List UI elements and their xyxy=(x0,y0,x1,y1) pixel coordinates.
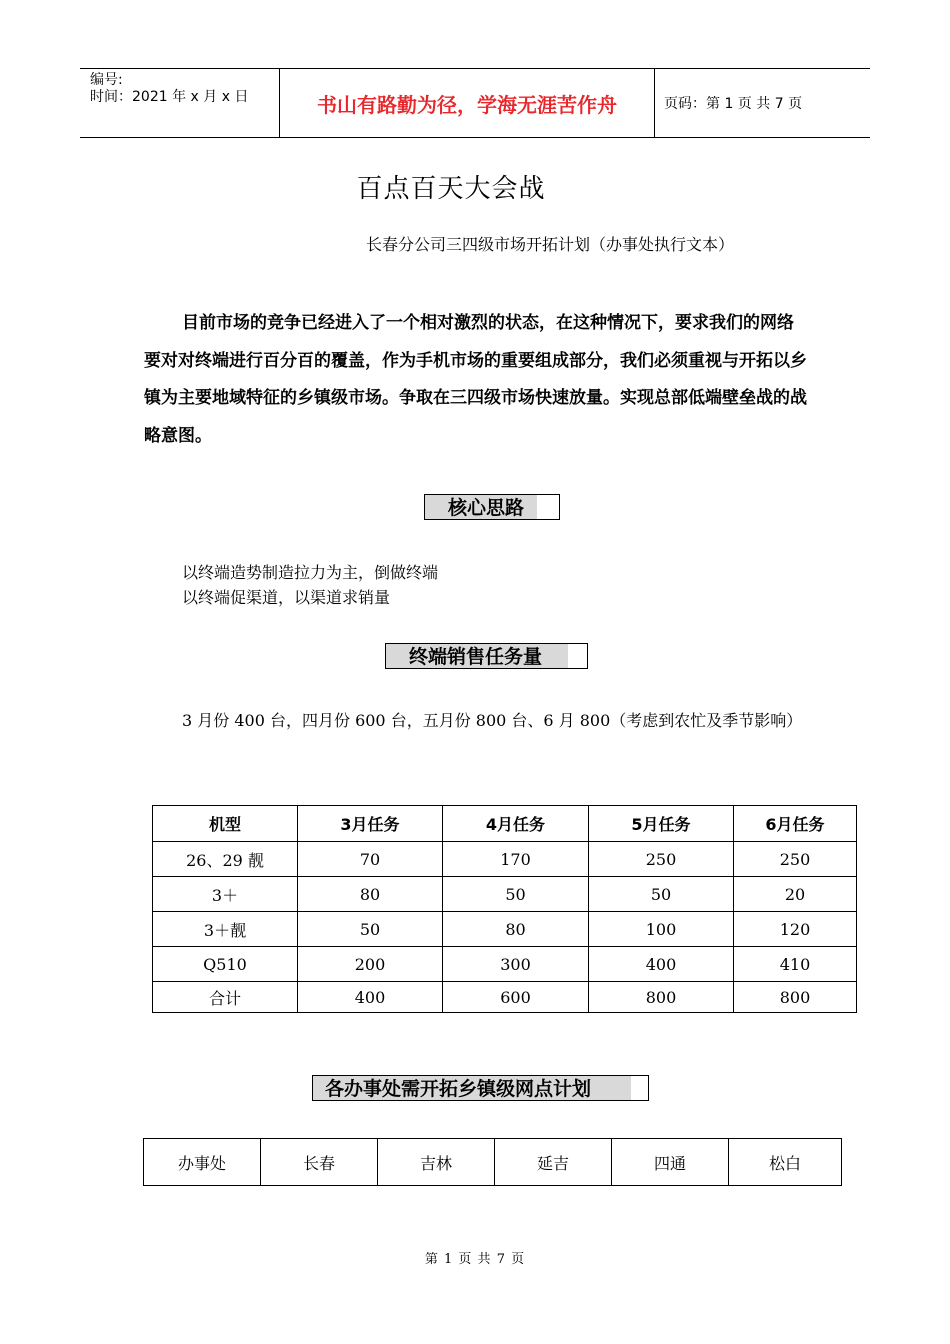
table-cell: 600 xyxy=(443,982,589,1013)
table-cell: 800 xyxy=(589,982,734,1013)
table-row xyxy=(153,947,857,982)
section-sales-task-heading xyxy=(385,643,588,669)
header-slogan: 书山有路勤为径，学海无涯苦作舟 xyxy=(280,69,655,137)
section-core-heading xyxy=(424,494,560,520)
header-page-label: 页码：第 1 页 共 7 页 xyxy=(664,96,803,112)
section-core-label: 核心思路 xyxy=(448,497,525,519)
table-cell: 50 xyxy=(589,877,734,912)
table-row xyxy=(153,912,857,947)
table-cell: 400 xyxy=(298,982,443,1013)
table-header-cell: 3月任务 xyxy=(298,806,443,842)
section-office-plan-heading xyxy=(312,1075,649,1101)
table-header-cell: 5月任务 xyxy=(589,806,734,842)
page-subtitle: 长春分公司三四级市场开拓计划（办事处执行文本） xyxy=(366,235,735,254)
header-meta xyxy=(80,69,280,137)
section-sales-task-label: 终端销售任务量 xyxy=(409,646,543,668)
table-row xyxy=(153,842,857,877)
intro-paragraph: 目前市场的竞争已经进入了一个相对激烈的状态，在这种情况下，要求我们的网络要对对终端进行百分百的覆盖，作为手机市场的重要组成部分，我们必须重视与开拓以乡镇为主要地域特征的乡镇级市场。争取在三四级市场快速放量。实现总部低端壁垒战的战略意图。 xyxy=(144,313,807,446)
number-label: 编号: xyxy=(90,72,123,88)
table-header-row xyxy=(153,806,857,842)
task-table xyxy=(152,805,857,1013)
table-cell: 70 xyxy=(298,842,443,877)
table-cell: 50 xyxy=(443,877,589,912)
table-row xyxy=(144,1139,842,1186)
table-cell: 3＋靓 xyxy=(153,912,298,947)
table-cell: 120 xyxy=(734,912,857,947)
table-cell: 吉林 xyxy=(378,1139,495,1186)
table-header-cell: 4月任务 xyxy=(443,806,589,842)
office-table xyxy=(143,1138,842,1186)
table-cell: 合计 xyxy=(153,982,298,1013)
table-header-cell: 6月任务 xyxy=(734,806,857,842)
table-cell: 250 xyxy=(734,842,857,877)
table-cell: 松白 xyxy=(729,1139,842,1186)
table-cell: 400 xyxy=(589,947,734,982)
table-cell: 50 xyxy=(298,912,443,947)
table-cell: 26、29 靓 xyxy=(153,842,298,877)
task-paragraph: 3 月份 400 台，四月份 600 台，五月份 800 台、6 月 800（考虑到农忙及季节影响） xyxy=(182,711,803,730)
table-cell: 250 xyxy=(589,842,734,877)
time-label: 时间：2021 年 x 月 x 日 xyxy=(90,89,249,105)
table-cell: 长春 xyxy=(261,1139,378,1186)
table-row xyxy=(153,982,857,1013)
table-cell: 3＋ xyxy=(153,877,298,912)
table-cell: 四通 xyxy=(612,1139,729,1186)
table-cell: 20 xyxy=(734,877,857,912)
table-cell: 100 xyxy=(589,912,734,947)
table-cell: 410 xyxy=(734,947,857,982)
page-title: 百点百天大会战 xyxy=(356,174,546,204)
core-line-2: 以终端促渠道，以渠道求销量 xyxy=(182,588,391,607)
table-cell: Q510 xyxy=(153,947,298,982)
table-cell: 170 xyxy=(443,842,589,877)
table-cell: 办事处 xyxy=(144,1139,261,1186)
table-row xyxy=(153,877,857,912)
table-cell: 80 xyxy=(443,912,589,947)
table-cell: 延吉 xyxy=(495,1139,612,1186)
section-office-plan-label: 各办事处需开拓乡镇级网点计划 xyxy=(325,1078,592,1100)
table-cell: 80 xyxy=(298,877,443,912)
table-cell: 200 xyxy=(298,947,443,982)
document-header xyxy=(80,68,870,138)
table-header-cell: 机型 xyxy=(153,806,298,842)
core-line-1: 以终端造势制造拉力为主，倒做终端 xyxy=(182,563,439,582)
table-cell: 800 xyxy=(734,982,857,1013)
page-footer: 第 1 页 共 7 页 xyxy=(424,1252,526,1267)
table-cell: 300 xyxy=(443,947,589,982)
